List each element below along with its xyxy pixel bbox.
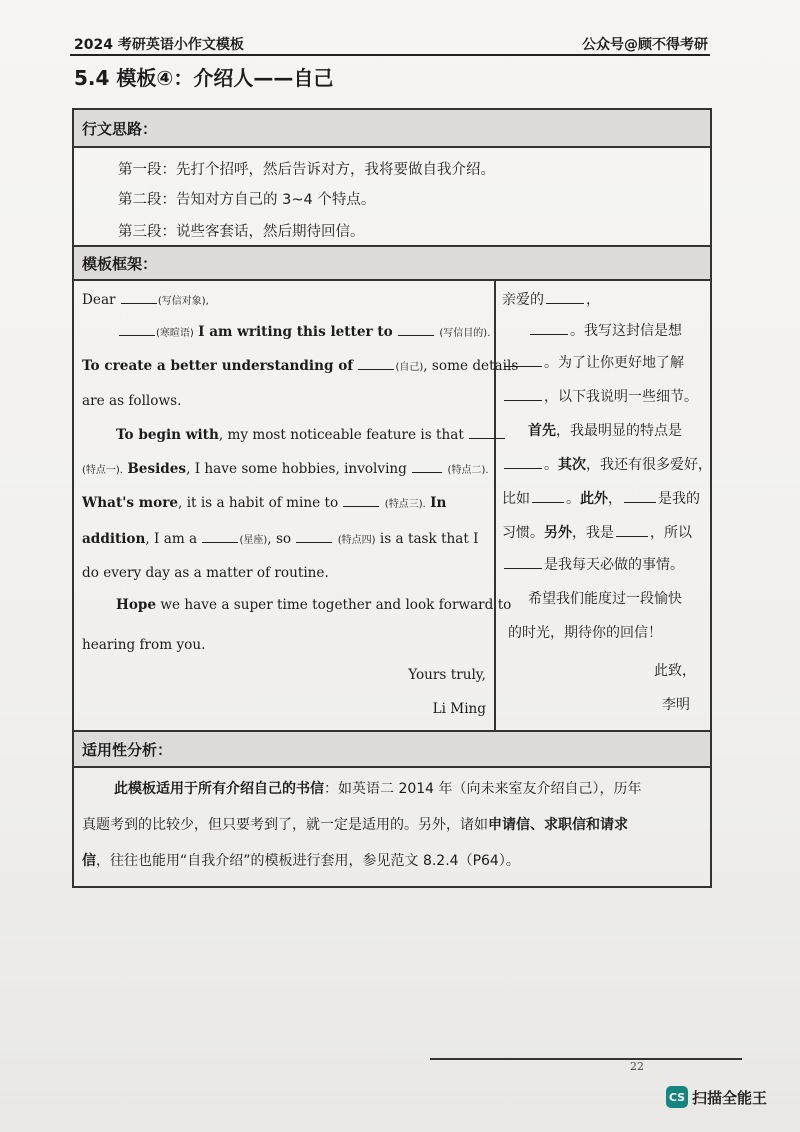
blank	[624, 491, 656, 503]
idea-paragraph-3: 第三段：说些客套话，然后期待回信。	[118, 224, 365, 240]
zh-line: 希望我们能度过一段愉快	[528, 591, 682, 607]
analysis-line-3: 信，往往也能用“自我介绍”的模板进行套用，参见范文 8.2.4（P64）。	[82, 853, 520, 869]
en-line: addition, I am a (星座), so (特点四) is a task that I	[82, 531, 479, 547]
blank	[412, 461, 442, 473]
blank	[504, 457, 542, 469]
page-number: 22	[630, 1060, 644, 1073]
blank	[504, 389, 542, 401]
blank	[358, 358, 394, 370]
en-line: Hope we have a super time together and look forward to	[116, 597, 512, 613]
analysis-line-1: 此模板适用于所有介绍自己的书信：如英语二 2014 年（向未来室友介绍自己），历年	[114, 781, 642, 797]
blank	[296, 531, 332, 543]
en-signature: Li Ming	[432, 701, 486, 717]
zh-line: 的时光，期待你的回信！	[508, 625, 662, 641]
zh-line: ，以下我说明一些细节。	[502, 388, 698, 406]
en-line: hearing from you.	[82, 637, 206, 653]
zh-line: 习惯。另外，我是 ，所以	[502, 525, 692, 541]
section-title: 5.4 模板④：介绍人——自己	[74, 66, 334, 90]
idea-paragraph-1: 第一段：先打个招呼，然后告诉对方，我将要做自我介绍。	[118, 162, 495, 178]
scanner-watermark	[666, 1086, 767, 1108]
en-closing: Yours truly,	[408, 667, 486, 683]
en-line: (寒暄语) I am writing this letter to (写信目的).	[118, 323, 490, 343]
blank	[119, 324, 155, 336]
blank	[504, 557, 542, 569]
en-line: To create a better understanding of (自己), some details	[82, 358, 519, 374]
en-line: To begin with, my most noticeable feature is that	[116, 426, 506, 444]
en-line: What's more, it is a habit of mine to (特点三). In	[82, 495, 447, 511]
en-line: are as follows.	[82, 393, 182, 409]
zh-line: 。我写这封信是想	[528, 322, 682, 340]
en-line: Dear (写信对象),	[82, 292, 209, 308]
zh-line: 亲爱的 ，	[502, 292, 600, 308]
zh-line: 首先，我最明显的特点是	[528, 423, 682, 439]
blank	[504, 355, 542, 367]
zh-line: 比如 。此外， 是我的	[502, 491, 700, 507]
zh-line: 。其次，我还有很多爱好，	[502, 456, 712, 474]
watermark-text: 扫描全能王	[692, 1088, 768, 1107]
header-rule	[70, 54, 710, 56]
blank	[616, 525, 648, 537]
column-divider	[494, 281, 496, 730]
footer-rule	[430, 1058, 742, 1060]
en-line: do every day as a matter of routine.	[82, 565, 329, 581]
zh-signature: 李明	[662, 697, 690, 713]
analysis-line-2: 真题考到的比较少，但只要考到了，就一定是适用的。另外，诸如申请信、求职信和请求	[82, 817, 628, 833]
blank	[202, 531, 238, 543]
blank	[532, 491, 564, 503]
blank	[546, 292, 584, 304]
ideas-heading: 行文思路：	[74, 108, 710, 148]
zh-line: 是我每天必做的事情。	[502, 556, 684, 574]
blank	[343, 495, 379, 507]
zh-line: 。为了让你更好地了解	[502, 354, 684, 372]
header-title: 2024 考研英语小作文模板	[74, 37, 244, 53]
framework-heading: 模板框架：	[74, 245, 710, 281]
blank	[121, 292, 157, 304]
blank	[530, 323, 568, 335]
blank	[398, 324, 434, 336]
camscanner-icon: CS	[666, 1086, 688, 1108]
en-line: (特点一). Besides, I have some hobbies, involving (特点二).	[82, 461, 489, 477]
header-account: 公众号@顾不得考研	[582, 37, 708, 53]
idea-paragraph-2: 第二段：告知对方自己的 3~4 个特点。	[118, 192, 376, 208]
zh-closing: 此致，	[654, 663, 696, 679]
template-box	[72, 108, 712, 888]
blank	[469, 427, 505, 439]
analysis-heading: 适用性分析：	[74, 730, 710, 768]
